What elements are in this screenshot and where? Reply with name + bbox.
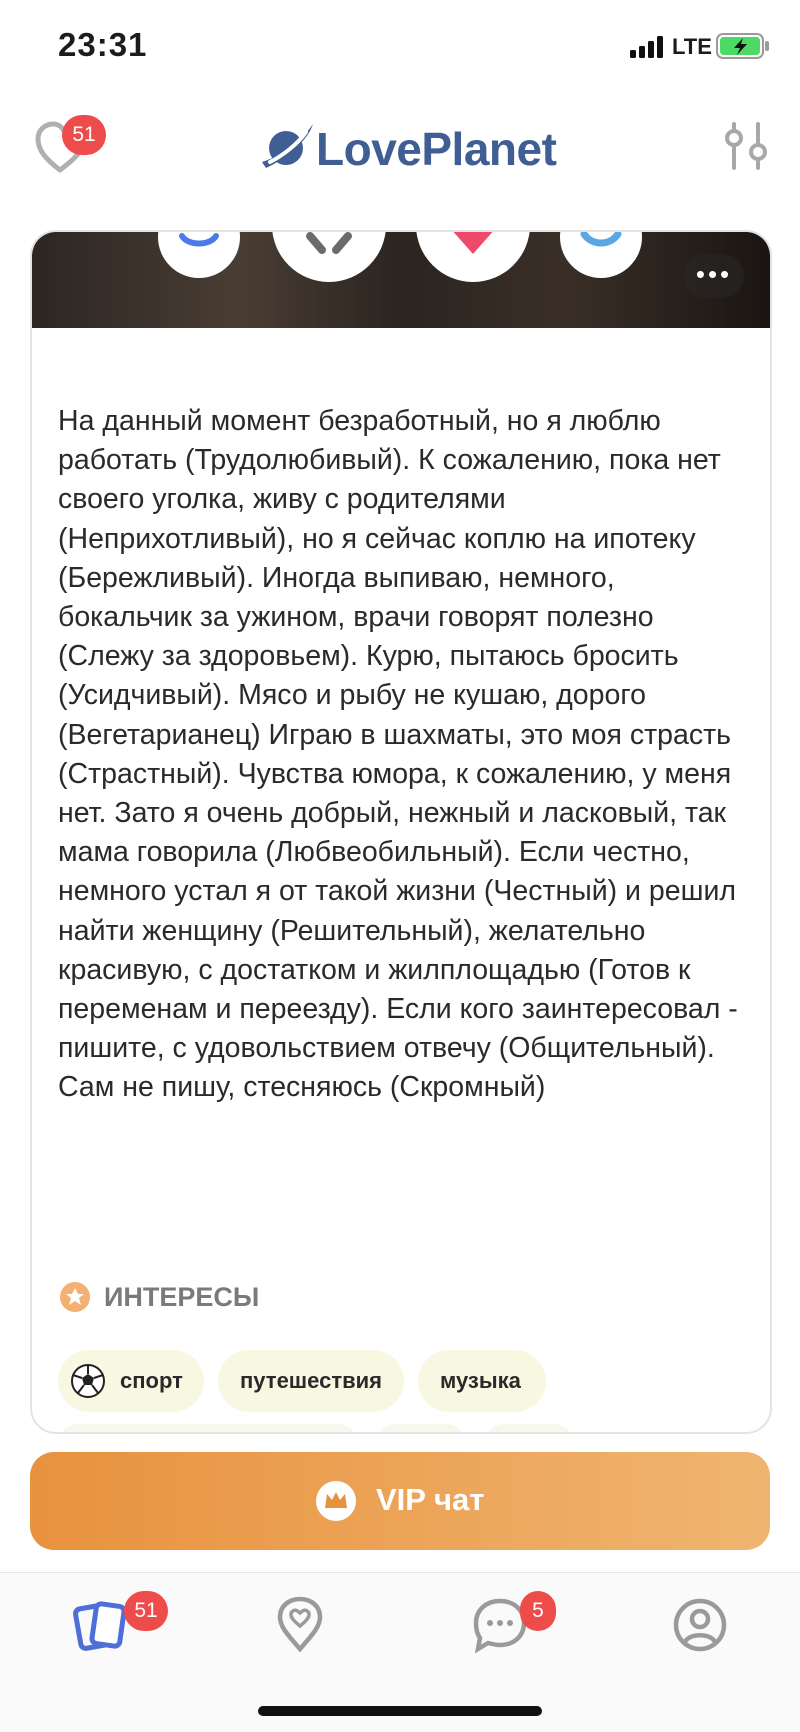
network-type: LTE <box>672 34 712 59</box>
status-time: 23:31 <box>58 26 148 63</box>
undo-icon <box>158 230 240 278</box>
interest-chip-partial <box>376 1424 466 1434</box>
interest-label: путешествия <box>240 1368 382 1393</box>
like-button[interactable] <box>416 230 530 282</box>
vip-chat-button[interactable] <box>30 1452 770 1550</box>
gift-icon <box>560 230 642 278</box>
location-heart-icon <box>270 1595 330 1655</box>
interest-chip <box>218 1350 404 1412</box>
superlike-button[interactable] <box>560 230 642 278</box>
heart-icon <box>416 230 530 282</box>
more-dots-icon: ••• <box>695 259 733 289</box>
interest-label: музыка <box>440 1368 521 1393</box>
messages-badge: 5 <box>520 1591 556 1631</box>
tab-cards[interactable] <box>72 1595 158 1660</box>
interest-chip-partial <box>58 1424 358 1434</box>
planet-logo-icon <box>258 118 316 176</box>
profile-photo <box>32 232 770 328</box>
likes-badge: 51 <box>62 115 106 155</box>
app-logo-text: LovePlanet <box>316 123 557 175</box>
undo-button[interactable] <box>158 230 240 278</box>
home-indicator <box>258 1706 542 1716</box>
profile-bio: На данный момент безработный, но я люблю работать (Трудолюбивый). К сожалению, пока нет своего уголка, живу с родителями (Неприхотливый), но я сейчас коплю на ипотеку (Бережливый). Иногда выпиваю, немного, бокальчик за ужином, врачи говорят полезно (Слежу за здоровьем). Курю, пытаюсь бросить (Усидчивый). Мясо и рыбу не кушаю, дорого (Вегетарианец) Играю в шахматы, это моя страсть (Страстный). Чувства юмора, к сожалению, у меня нет. Зато я очень добрый, нежный и ласковый, так мама говорила (Любвеобильный). Если честно, немного устал я от такой жизни (Честный) и решил найти женщину (Решительный), желательно красивую, с достатком и жилплощадью (Готов к переменам и переезду). Если кого заинтересовал - пишите, с удовольствием отвечу (Общительный). Сам не пишу, стесняюсь (Скромный) <box>58 405 738 1104</box>
battery-icon <box>716 33 770 59</box>
close-icon <box>272 230 386 282</box>
tab-profile[interactable] <box>670 1595 730 1660</box>
tab-messages[interactable] <box>470 1595 544 1660</box>
profile-card <box>30 230 772 1434</box>
more-options-button[interactable] <box>684 254 744 298</box>
crown-icon <box>315 1480 357 1522</box>
vip-chat-label: VIP чат <box>376 1482 485 1517</box>
interest-label: спорт <box>120 1368 183 1393</box>
filters-icon[interactable] <box>722 122 768 170</box>
interests-icon <box>58 1280 92 1314</box>
soccer-ball-icon <box>70 1363 106 1399</box>
signal-icon <box>630 36 666 58</box>
interest-chip <box>418 1350 546 1412</box>
cards-icon <box>72 1595 132 1655</box>
interests-title: ИНТЕРЕСЫ <box>104 1282 260 1312</box>
profile-icon <box>670 1595 730 1655</box>
cards-badge: 51 <box>124 1591 168 1631</box>
interest-chip-partial <box>484 1424 574 1434</box>
interest-chip <box>58 1350 204 1412</box>
tab-nearby[interactable] <box>270 1595 330 1660</box>
dislike-button[interactable] <box>272 230 386 282</box>
